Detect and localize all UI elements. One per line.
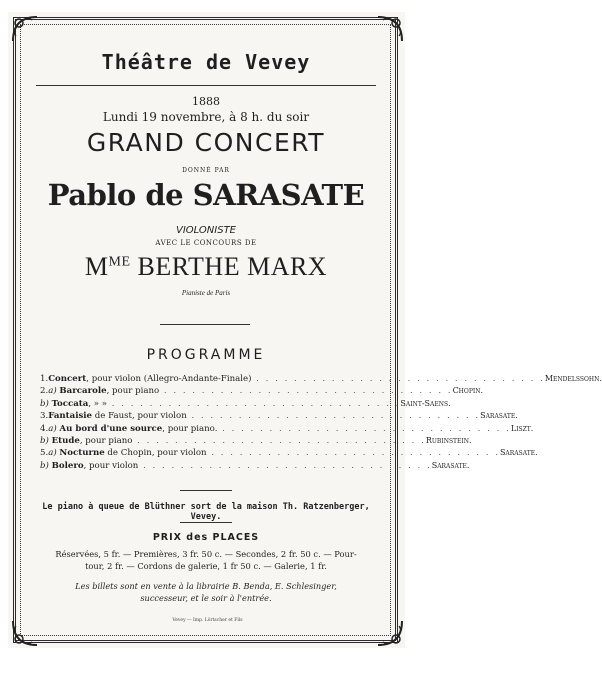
leader-dots: . . . . . . . . . . . . . . . . . . . . . . . . . . . . . . . [186,411,481,422]
item-title: Toccata [51,398,89,409]
artist-role: VIOLONISTE [176,225,236,236]
prix-title: PRIX des PLACES [152,532,260,543]
item-piece [48,385,159,397]
prix-places [30,548,382,572]
item-title: Barcarole [59,386,107,397]
divider [180,522,232,523]
programme-item [40,460,470,472]
item-piece [48,410,187,422]
billets-line: Les billets sont en vente à la librairie B. Benda, E. Schlesinger, [75,581,337,591]
piano-note: Le piano à queue de Blüthner sort de la maison Th. Ratzenberger, Vevey. [42,502,370,522]
item-detail: , pour piano [79,436,133,447]
leader-dots: . . . . . . . . . . . . . . . . . . . . . . . . . . . . . . . [206,448,500,459]
item-number: 5. [40,448,49,459]
item-composer: Saint-Saens. [400,398,451,408]
item-composer: Sarasate. [431,460,470,470]
pianist-prefix: M [84,252,109,281]
poster-content [30,40,602,620]
programme-item [40,435,472,447]
item-piece [40,398,107,410]
billets-line: successeur, et le soir à l'entrée. [140,593,272,603]
item-number: 2. [40,386,49,397]
item-detail: de Faust, pour violon [92,411,187,422]
item-number: 4. [40,423,49,434]
leader-dots: . . . . . . . . . . . . . . . . . . . . . . . . . . . . . . . [217,423,511,434]
item-piece [48,423,217,435]
item-composer: Liszt. [510,423,534,433]
programme-list [40,373,602,472]
programme-item [40,410,518,422]
item-title: Au bord d'une source [59,423,163,434]
item-detail: , pour violon [83,460,139,471]
pianist-surname: BERTHE MARX [130,252,328,281]
prix-line: tour, 2 fr. — Cordons de galerie, 1 fr 50 c. — Galerie, 1 fr. [85,561,327,571]
divider [180,490,232,491]
artist-name: Pablo de SARASATE [47,178,365,212]
item-detail: , » » [88,398,108,409]
leader-dots: . . . . . . . . . . . . . . . . . . . . . . . . . . . . . . . [132,436,426,447]
item-piece [48,373,251,385]
item-number: 1. [40,374,49,384]
item-title: Nocturne [59,448,105,459]
item-composer: Rubinstein. [425,436,472,446]
item-title: Fantaisie [48,411,93,422]
divider [36,85,376,86]
pianist-role: Pianiste de Paris [181,289,231,297]
pianist-prefix-sup: ME [108,254,131,270]
item-composer: Sarasate. [480,411,518,421]
concert-title: GRAND CONCERT [86,128,326,157]
donne-par-label: DONNÉ PAR [182,167,230,174]
prix-line: Réservées, 5 fr. — Premières, 3 fr. 50 c. — Secondes, 2 fr. 50 c. — Pour- [55,549,357,559]
concert-year: 1888 [192,95,220,108]
item-composer: Sarasate. [499,448,538,458]
billets-note [30,580,382,604]
concours-label: AVEC LE CONCOURS DE [155,239,257,247]
item-title: Concert [48,374,87,384]
programme-item [40,447,538,459]
item-piece [48,447,206,459]
item-sub: b) [40,398,49,409]
item-sub: a) [48,448,57,459]
leader-dots: . . . . . . . . . . . . . . . . . . . . . . . . . . . . . . . [251,374,545,384]
item-detail: de Chopin, pour violon [104,448,207,459]
programme-item [40,385,484,397]
theatre-name: Théâtre de Vevey [101,50,311,74]
programme-title: PROGRAMME [146,347,266,363]
item-sub: b) [40,460,49,471]
concert-date: Lundi 19 novembre, à 8 h. du soir [102,110,310,124]
item-title: Etude [51,436,80,447]
item-piece [40,460,138,472]
programme-item [40,398,451,410]
item-detail: , pour violon (Allegro-Andante-Finale) [86,374,252,384]
item-title: Bolero [51,460,84,471]
pianist-name [30,252,382,282]
item-detail: , pour piano [106,386,160,397]
item-detail: , pour piano. [162,423,218,434]
item-composer: Chopin. [452,386,484,396]
programme-item [40,423,534,435]
item-sub: b) [40,436,49,447]
item-number: 3. [40,411,49,422]
leader-dots: . . . . . . . . . . . . . . . . . . . . . . . . . . . . . . . [107,398,401,409]
printer-credit: Vevey — Imp. Lörtscher et Fils [172,618,243,623]
item-sub: a) [48,386,57,397]
leader-dots: . . . . . . . . . . . . . . . . . . . . . . . . . . . . . . . [159,386,453,397]
item-composer: Mendelssohn. [544,374,602,383]
divider [160,324,250,325]
programme-item [40,373,602,385]
leader-dots: . . . . . . . . . . . . . . . . . . . . . . . . . . . . . . . [138,460,432,471]
item-sub: a) [48,423,57,434]
item-piece [40,435,132,447]
